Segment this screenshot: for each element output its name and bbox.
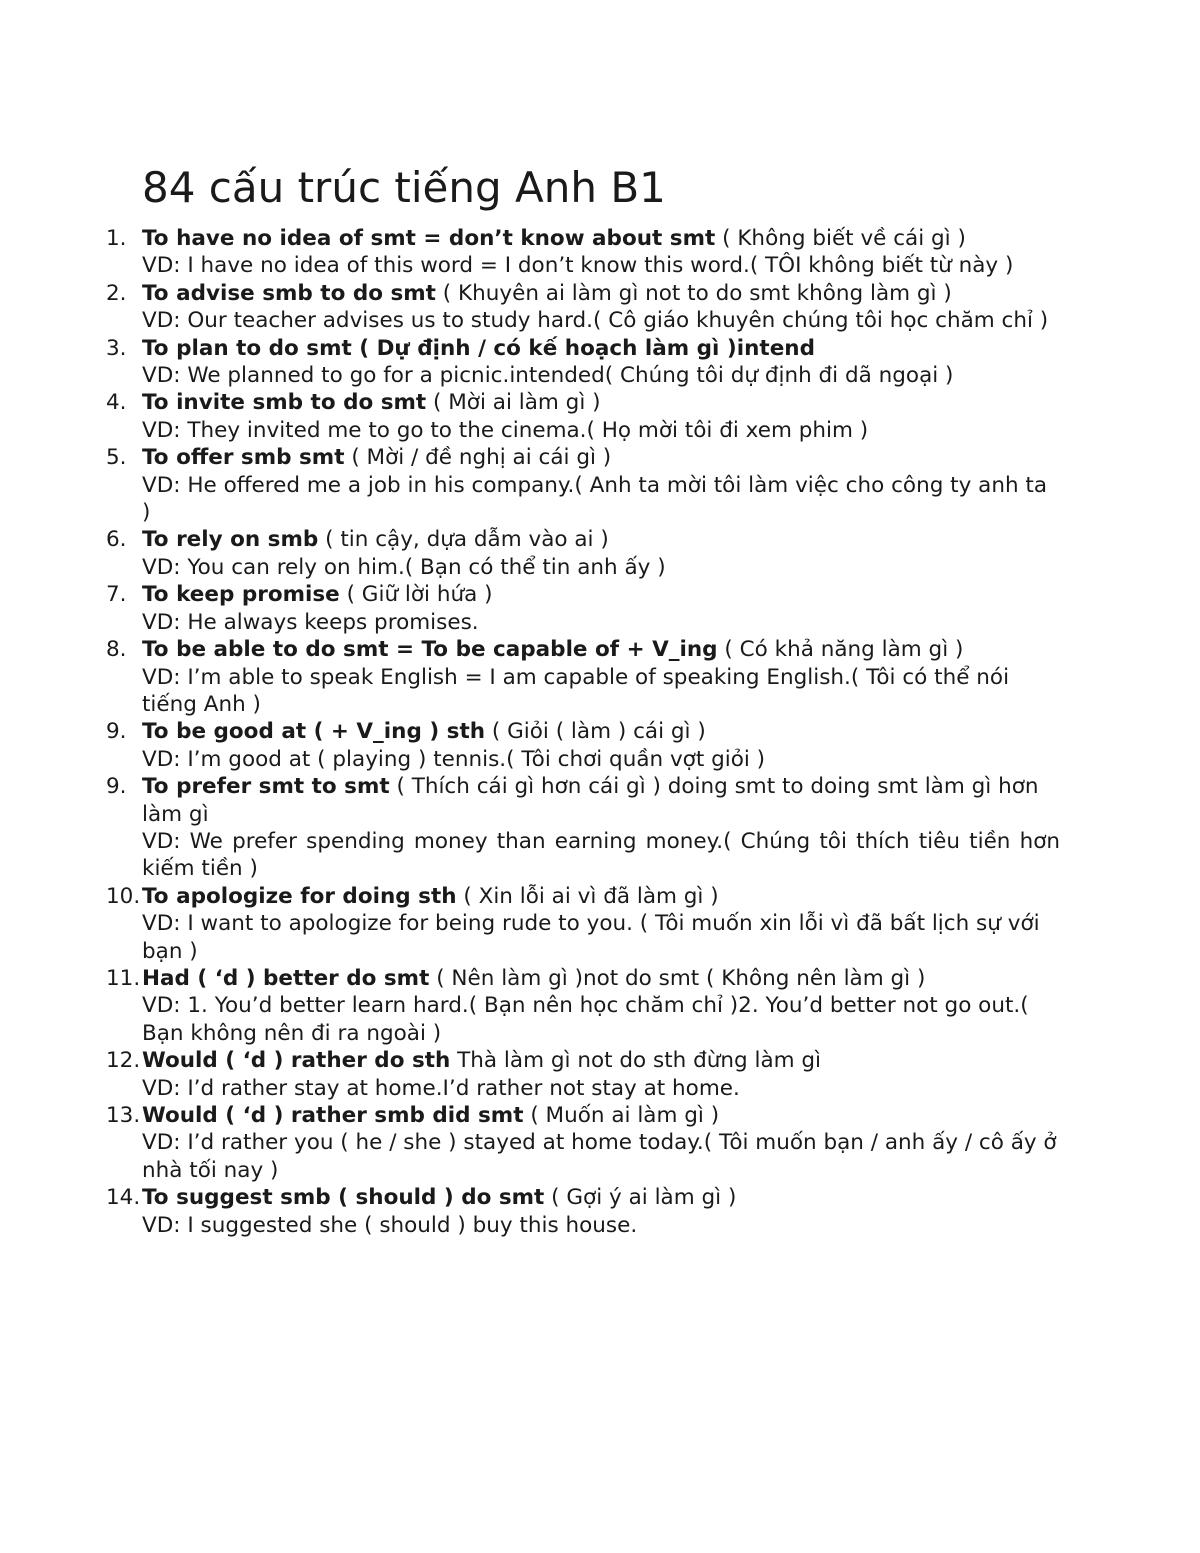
example-sentence: VD: He always keeps promises. (142, 609, 479, 635)
structure-meaning: ( Giữ lời hứa ) (339, 582, 493, 608)
item-number: 9. (106, 719, 127, 745)
example-sentence: VD: I’m good at ( playing ) tennis.( Tôi chơi quần vợt giỏi ) (142, 746, 766, 772)
structure-meaning: ( Xin lỗi ai vì đã làm gì ) (456, 883, 719, 909)
structure-meaning: ( Mời / đề nghị ai cái gì ) (344, 445, 612, 471)
structure-heading (72, 526, 1060, 553)
item-number: 10. (106, 883, 141, 909)
structure-meaning: Thà làm gì not do sth đừng làm gì (450, 1048, 822, 1074)
structure-term: To rely on smb (142, 527, 319, 553)
structure-meaning: ( Nên làm gì )not do smt ( Không nên làm gì ) (429, 965, 926, 991)
list-item (0, 389, 1060, 444)
list-item (0, 965, 1060, 1047)
list-item (0, 1102, 1060, 1184)
structure-term: To be able to do smt = To be capable of + V_ing (142, 637, 718, 663)
structure-term: To keep promise (142, 582, 340, 608)
item-number: 7. (106, 582, 127, 608)
example-sentence: VD: I want to apologize for being rude to you. ( Tôi muốn xin lỗi vì đã bất lịch sự với bạn ) (142, 911, 1040, 964)
structure-meaning: ( Thích cái gì hơn cái gì ) doing smt to doing smt làm gì hơn làm gì (142, 774, 1039, 827)
item-number: 14. (106, 1185, 141, 1211)
structure-term: To suggest smb ( should ) do smt (142, 1185, 545, 1211)
structure-term: To advise smb to do smt (142, 280, 436, 306)
structure-term: To offer smb smt (142, 445, 345, 471)
list-item (0, 280, 1060, 335)
structure-heading (72, 389, 1060, 416)
example-sentence: VD: We planned to go for a picnic.intended( Chúng tôi dự định đi dã ngoại ) (142, 363, 954, 389)
structure-heading (72, 280, 1060, 307)
structure-meaning: ( Muốn ai làm gì ) (523, 1103, 720, 1128)
structure-term: To be good at ( + V_ing ) sth (142, 719, 486, 745)
structure-heading (72, 718, 1060, 745)
list-item (0, 1184, 1060, 1239)
item-number: 4. (106, 390, 127, 416)
list-item (0, 444, 1060, 526)
page-title: 84 cấu trúc tiếng Anh B1 (142, 163, 666, 212)
list-item (0, 526, 1060, 581)
structure-heading (72, 636, 1060, 663)
item-number: 13. (106, 1103, 141, 1128)
list-item (0, 581, 1060, 636)
structure-heading (72, 1047, 1060, 1074)
structure-term: Would ( ‘d ) rather smb did smt (142, 1103, 524, 1128)
list-item (0, 1047, 1060, 1102)
list-item (0, 773, 1060, 883)
item-number: 2. (106, 280, 127, 306)
item-number: 1. (106, 226, 127, 251)
example-sentence: VD: I’m able to speak English = I am capable of speaking English.( Tôi có thể nói tiếng Anh ) (142, 664, 1010, 717)
structure-heading (72, 965, 1060, 992)
structure-list (0, 225, 1200, 1239)
structure-heading (72, 225, 1060, 252)
item-number: 8. (106, 637, 127, 663)
item-number: 6. (106, 527, 127, 553)
list-item (0, 335, 1060, 390)
example-sentence: VD: I have no idea of this word = I don’t know this word.( TÔI không biết từ này ) (142, 253, 1014, 279)
list-item (0, 718, 1060, 773)
structure-heading (72, 1184, 1060, 1211)
structure-term: To prefer smt to smt (142, 774, 390, 800)
structure-meaning: ( Gợi ý ai làm gì ) (544, 1185, 737, 1211)
structure-meaning: ( Không biết về cái gì ) (715, 226, 966, 251)
structure-heading (72, 883, 1060, 910)
example-sentence: VD: I’d rather stay at home.I’d rather not stay at home. (142, 1075, 740, 1101)
structure-term: To plan to do smt ( Dự định / có kế hoạch làm gì )intend (142, 335, 815, 361)
structure-term: To invite smb to do smt (142, 390, 427, 416)
structure-heading (72, 1102, 1060, 1129)
example-sentence: VD: I suggested she ( should ) buy this house. (142, 1212, 638, 1238)
example-sentence: VD: He offered me a job in his company.( Anh ta mời tôi làm việc cho công ty anh ta ) (142, 472, 1048, 526)
structure-meaning: ( Mời ai làm gì ) (426, 390, 601, 416)
example-sentence: VD: They invited me to go to the cinema.( Họ mời tôi đi xem phim ) (142, 417, 869, 443)
example-sentence: VD: We prefer spending money than earning money.( Chúng tôi thích tiêu tiền hơn kiếm tiền ) (142, 828, 1060, 882)
item-number: 3. (106, 335, 127, 361)
example-sentence: VD: Our teacher advises us to study hard.( Cô giáo khuyên chúng tôi học chăm chỉ ) (142, 308, 1049, 334)
item-number: 11. (106, 965, 141, 991)
list-item (0, 225, 1060, 280)
structure-heading (72, 335, 1060, 362)
structure-term: To apologize for doing sth (142, 883, 457, 909)
item-number: 5. (106, 445, 127, 471)
structure-term: Would ( ‘d ) rather do sth (142, 1048, 451, 1074)
structure-meaning: ( Có khả năng làm gì ) (717, 637, 964, 663)
item-number: 12. (106, 1048, 141, 1074)
example-sentence: VD: 1. You’d better learn hard.( Bạn nên học chăm chỉ )2. You’d better not go out.( Bạn không nên đi ra ngoài ) (142, 993, 1029, 1046)
structure-meaning: ( Khuyên ai làm gì not to do smt không làm gì ) (435, 280, 952, 306)
structure-meaning: ( Giỏi ( làm ) cái gì ) (485, 719, 706, 745)
structure-heading (72, 444, 1060, 471)
structure-heading (72, 581, 1060, 608)
list-item (0, 883, 1060, 965)
structure-term: To have no idea of smt = don’t know about smt (142, 226, 716, 251)
list-item (0, 636, 1060, 718)
structure-term: Had ( ‘d ) better do smt (142, 965, 430, 991)
example-sentence: VD: I’d rather you ( he / she ) stayed at home today.( Tôi muốn bạn / anh ấy / cô ấy ở nhà tối nay ) (142, 1130, 1057, 1183)
structure-heading (72, 773, 1060, 828)
item-number: 9. (106, 774, 127, 800)
structure-meaning: ( tin cậy, dựa dẫm vào ai ) (318, 527, 609, 553)
example-sentence: VD: You can rely on him.( Bạn có thể tin anh ấy ) (142, 554, 666, 580)
